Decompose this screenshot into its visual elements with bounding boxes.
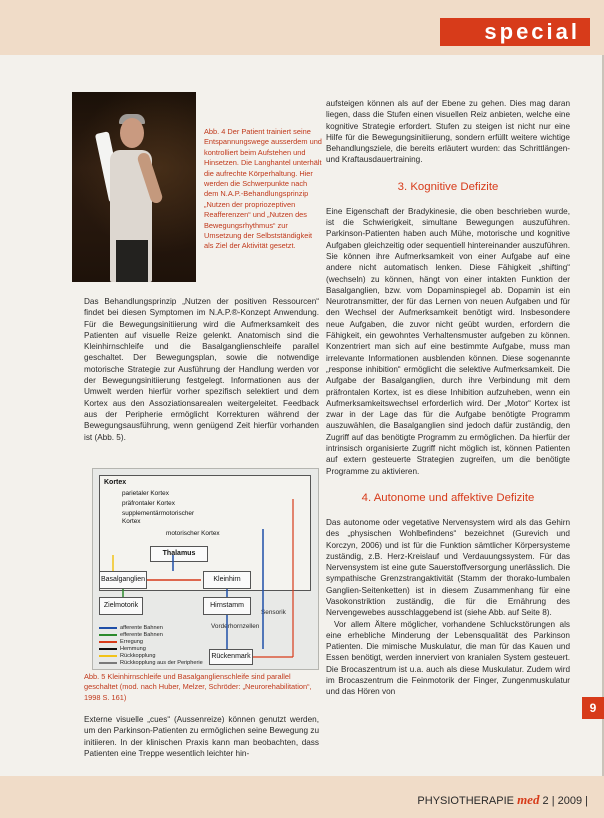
legend-item: Rückkopplung aus der Peripherie — [99, 660, 203, 667]
kleinhirn-box: Kleinhirn — [203, 571, 251, 589]
right-paragraph: Das autonome oder vegetative Nervensystem wird als das Gehirn des „physischen Wohlbefindens“ bezeichnet (Gurevich und Korczyn, 2006) und ist für die Funktion sämtlicher Körpersysteme zuständig, z.B. Herz-Kreislauf und Verdauungssystem. Für das Nervensystem ist eine gute Sauerstoffversorgung unerlässlich. Die sympathische Grenzstrangaktivität (Stamm der thorako-lumbalen Ganglien-Seitenketten) ist in diesem Zusammenhang für eine Vasokonstriktion zuständig, die für die Ernährung des Nervengewebes ausschlaggebend ist (siehe Abb. auf Seite 8). — [326, 517, 570, 618]
kortex-box: Kortex parietaler Kortex präfrontaler Kortex supplementärmotorischer Kortex motorischer Kortex Thalamus — [99, 475, 311, 591]
basal-box: Basalganglien — [99, 571, 147, 589]
section-tag: special — [440, 18, 590, 46]
right-paragraph: aufsteigen können als auf der Ebene zu gehen. Dies mag daran liegen, dass die Stufen einen visuellen Reiz anbieten, welche eine kognitive Strategie erfordert. Stufen zu steigen ist nicht nur eine Hilfe für die Bewegungsinitiierung, sondern erfüllt weitere wichtige Behandlungsziele, die bereits erläutert wurden: das Schrittlängen- und Kraftausdauertraining. — [326, 99, 570, 165]
section3-title: 3. Kognitive Defizite — [397, 180, 499, 193]
patient-photo — [72, 92, 196, 282]
left-paragraph: Externe visuelle „cues“ (Aussenreize) können genutzt werden, um den Parkinson-Patienten zu ermöglichen seine Bewegung zu initiieren. In der klinischen Praxis kann man beobachten, dass Patienten eine Treppe wesentlich leichter hin- — [84, 715, 319, 758]
legend-item: Hemmung — [99, 646, 203, 653]
zielmotorik-box: Zielmotorik — [99, 597, 143, 615]
figure5-diagram — [92, 468, 319, 670]
left-paragraph: Das Behandlungsprinzip „Nutzen der positiven Ressourcen“ findet bei diesen Symptomen im N.A.P.®-Konzept Anwendung. Für die Bewegungsinitiierung wird die Aufmerksamkeit des Patienten auf visuelle Reize gelenkt. Anatomisch sind die Kleinhirnschleife und die Basalganglienschleife parallel geschaltet. Der Bewegungsplan, sowie die notwendige motorische Strategie zur Ausführung der Handlung werden vor der Bewegungsinitiierung festgelegt. Informationen aus der Umwelt werden hierfür vorher spezifisch selektiert und dem Kortex aus den Assoziationsarealen weitergeleitet. Feedback aus der Peripherie ermöglicht Korrekturen während der Bewegungsausführung, wenn genügend Zeit hierfür vorhanden ist (Abb. 5). — [84, 297, 319, 442]
right-paragraph: Vor allem Ältere möglicher, vorhandene Schluckstörungen als eine erhebliche Minderung der Lebensqualität des Parkinson Patienten. Die mimische Muskulatur, die man für das Kauen und Essen benötigt, werden innerviert von kranialen System gesteuert. Die Brocaszentrum ist u.a. auch als diese Muskulatur. Zudem wird im Brocaszentrum die Feinmotorik der Finger, Zungenmuskulatur und das Hören von — [326, 619, 570, 697]
diagram-legend — [99, 625, 203, 667]
legend-item: Rückkopplung — [99, 653, 203, 660]
parietal-label: parietaler Kortex — [122, 490, 169, 497]
left-column — [84, 296, 319, 443]
vorder-label: Vorderhornzellen — [211, 623, 260, 630]
journal-name: PHYSIOTHERAPIE — [417, 795, 514, 807]
legend-item: Erregung — [99, 639, 203, 646]
journal-med: med — [517, 792, 540, 807]
hirnstamm-box: Hirnstamm — [203, 597, 251, 615]
issue-info: 2 | 2009 | — [542, 795, 588, 807]
section4-title: 4. Autonome und affektive Defizite — [361, 491, 535, 504]
right-paragraph: Eine Eigenschaft der Bradykinesie, die oben beschrieben wurde, ist die Schwierigkeit, simultane Bewegungen auszuführen. Parkinson-Patienten haben auch Mühe, motorische und kognitive Aufgaben gleichzeitig oder sequentiell hintereinander auszuführen. Sie können ihre Aufmerksamkeit von einer Aufgabe auf eine andere nicht automatisch lenken. Diese Fähigkeit „shifting“ (wechseln) zu können, hängt von einer intakten Funktion der Basalganglien, bzw. vom Dopaminspiegel ab. Dopamin ist ein Neurotransmitter, der für das Lernen von neuen Aufgaben und für den Wechsel der Aufmerksamkeit benötigt wird. Insbesondere neue Aufgaben, die zuvor nicht geübt wurden, erfordern die Fähigkeit, ein gewohntes Verhaltensmuster aufgeben zu können. Konzentriert man sich auf eine bestimmte Aufgabe, muss man irrelevante Informationen ausblenden können. Diese sogenannte „response inhibition“ ermöglicht die selektive Aufmerksamkeit. Die Aufgabe der Basalganglien, durch ihre Verbindung mit dem präfrontalen Kortex, ist es diese Inhibition aufzuheben, wenn ein Aufmerksamkeitswechsel erforderlich wird. Der „Motor“ Kortex ist zwar in der Lage das für die Aufgabe benötigte Programm auszuwählen, die Basalganglien sind jedoch dafür zuständig, den Zugriff auf das benötigte Programm zu ermöglichen. Da hierfür der intrinsisch organisierte Zugriff nicht möglich ist, können Patienten auf extern gesteuerte Strategien zugreifen, um die benötigte Programme zu aktivieren. — [326, 206, 570, 476]
page-number: 9 — [582, 697, 604, 719]
assoc-label: präfrontaler Kortex — [122, 500, 175, 507]
thalamus-box: Thalamus — [150, 546, 208, 562]
figure5-caption: Abb. 5 Kleinhirnschleife und Basalganglienschleife sind parallel geschaltet (mod. nach Huber, Melzer, Schröder: „Neurorehabilitation“, 1998 S. 161) — [84, 672, 312, 702]
motor-label: supplementärmotorischer Kortex — [122, 510, 195, 525]
rueckenmark-box: Rückenmark — [209, 649, 253, 665]
figure4-caption: Abb. 4 Der Patient trainiert seine Entspannungswege ausserdem und kontrolliert beim Aufstehen und Hinsetzen. Die Langhantel unterhält die aufrechte Körperhaltung. Hier werden die Schwerpunkte nach dem N.A.P.-Behandlungsprinzip „Nutzen der propriozeptiven Reafferenzen“ und „Nutzen des Bewegungsrhythmus“ zur Umsetzung der Selbstständigkeit als Ziel der Aktivität gesetzt. — [204, 127, 322, 251]
footer — [417, 792, 588, 808]
prim-label: motorischer Kortex — [166, 530, 220, 537]
right-column — [326, 98, 570, 698]
legend-item: afferente Bahnen — [99, 625, 203, 632]
left-column-bottom — [84, 714, 319, 759]
legend-item: efferente Bahnen — [99, 632, 203, 639]
sensorik-label: Sensorik — [261, 609, 286, 616]
